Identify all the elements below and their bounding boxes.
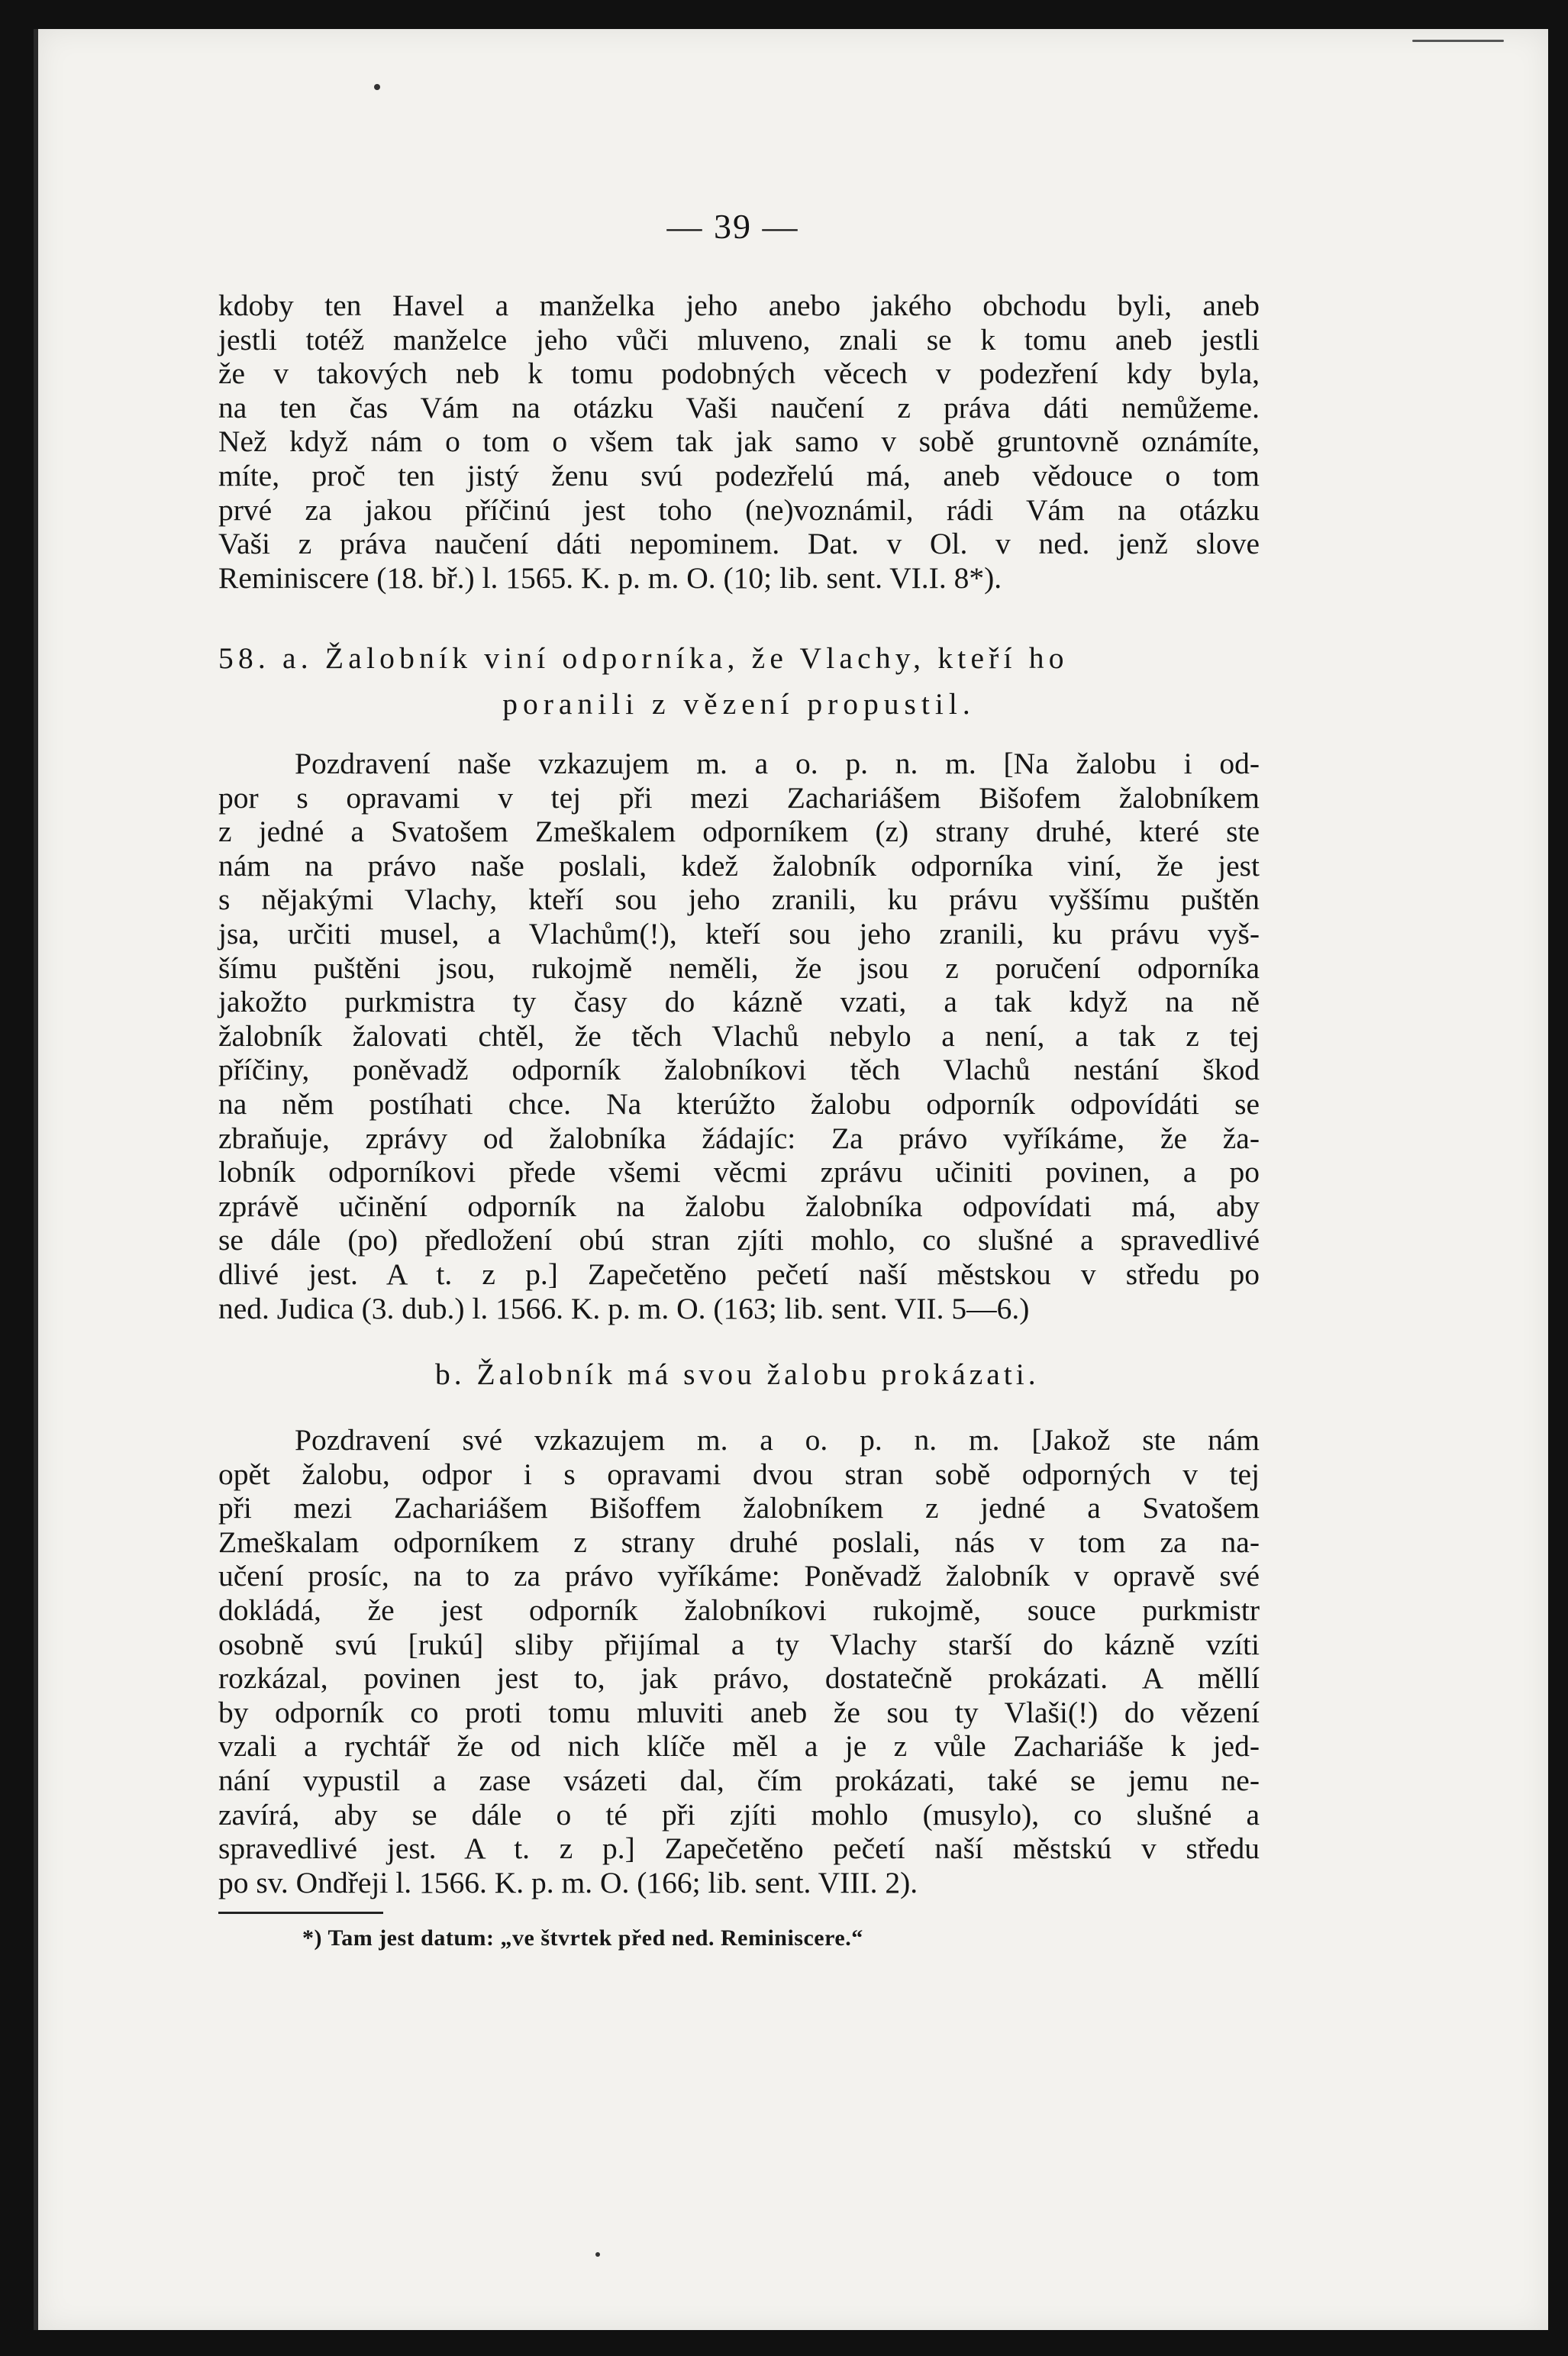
- dust-speck: [374, 84, 380, 90]
- text-line: šímu puštěni jsou, rukojmě neměli, že jsou z poručení odporníka: [218, 950, 1260, 985]
- text-line: por s opravami v tej při mezi Zachariášem Bišofem žalobníkem: [218, 780, 1260, 815]
- heading-line: b. Žalobník má svou žalobu prokázati.: [435, 1357, 1040, 1391]
- page-number: — 39 —: [666, 207, 799, 246]
- text-line: při mezi Zachariášem Bišoffem žalobníkem z jedné a Svatošem: [218, 1491, 1260, 1525]
- text-line: jakožto purkmistra ty časy do kázně vzati, a tak když na ně: [218, 985, 1260, 1019]
- text-line: nání vypustil a zase vsázeti dal, čím prokázati, také se jemu ne-: [218, 1763, 1260, 1797]
- text-line: nám na právo naše poslali, kdež žalobník odporníka viní, že jest: [218, 848, 1260, 883]
- text-line: dokládá, že jest odporník žalobníkovi rukojmě, souce purkmistr: [218, 1593, 1260, 1627]
- text-line: učení prosíc, na to za právo vyříkáme: Poněvadž žalobník v opravě své: [218, 1559, 1260, 1593]
- text-line: spravedlivé jest. A t. z p.] Zapečetěno pečetí naší městskú v středu: [218, 1832, 1260, 1866]
- heading-line: poranili z vězení propustil.: [502, 687, 976, 721]
- dust-speck: [595, 2252, 600, 2257]
- text-line: Vaši z práva naučení dáti nepominem. Dat. v Ol. v ned. jenž slove: [218, 527, 1260, 561]
- section-heading-58a: [218, 641, 1260, 724]
- text-line: Reminiscere (18. bř.) l. 1565. K. p. m. O. (10; lib. sent. VI.I. 8*).: [218, 560, 1002, 595]
- text-line: zavírá, aby se dále o té při zjíti mohlo (musylo), co slušné a: [218, 1797, 1260, 1832]
- text-line: vzali a rychtář že od nich klíče měl a je z vůle Zachariáše k jed-: [218, 1729, 1260, 1764]
- text-line: zbraňuje, zprávy od žalobníka žádajíc: Za právo vyříkáme, že ža-: [218, 1121, 1260, 1155]
- text-line: by odporník co proti tomu mluviti aneb že sou ty Vlaši(!) do vězení: [218, 1695, 1260, 1729]
- paragraph-continuation: [218, 289, 1260, 595]
- text-line: žalobník žalovati chtěl, že těch Vlachů nebylo a není, a tak z tej: [218, 1018, 1260, 1053]
- footnote: *) Tam jest datum: „ve štvrtek před ned. Reminiscere.“: [302, 1925, 863, 1951]
- text-line: jestli totéž manželce jeho vůči mluveno, znali se k tomu aneb jestli: [218, 322, 1260, 357]
- text-line: příčiny, poněvadž odporník žalobníkovi těch Vlachů nestání škod: [218, 1053, 1260, 1087]
- heading-line: 58. a. Žalobník viní odporníka, že Vlachy, kteří ho: [218, 641, 1069, 675]
- text-line: opět žalobu, odpor i s opravami dvou stran sobě odporných v tej: [218, 1457, 1260, 1491]
- text-line: prvé za jakou příčinú jest toho (ne)voznámil, rádi Vám na otázku: [218, 492, 1260, 527]
- text-line: na něm postíhati chce. Na kterúžto žalobu odporník odpovídáti se: [218, 1086, 1260, 1121]
- text-line: míte, proč ten jistý ženu svú podezřelú má, aneb vědouce o tom: [218, 458, 1260, 492]
- text-line: s nějakými Vlachy, kteří sou jeho zranili, ku právu vyššímu puštěn: [218, 883, 1260, 917]
- text-line: jsa, určiti musel, a Vlachům(!), kteří sou jeho zranili, ku právu vyš-: [218, 916, 1260, 950]
- text-line: Zmeškalam odporníkem z strany druhé poslali, nás v tom za na-: [218, 1525, 1260, 1559]
- paragraph-b: [218, 1423, 1260, 1899]
- text-line: se dále (po) předložení obú stran zjíti mohlo, co slušné a spravedlivé: [218, 1223, 1260, 1257]
- text-line: že v takových neb k tomu podobných věcech v podezření kdy byla,: [218, 357, 1260, 391]
- text-line: z jedné a Svatošem Zmeškalem odporníkem (z) strany druhé, které ste: [218, 815, 1260, 849]
- section-heading-b: [218, 1357, 1260, 1403]
- text-line: zprávě učinění odporník na žalobu žalobníka odpovídati má, aby: [218, 1189, 1260, 1223]
- text-line: dlivé jest. A t. z p.] Zapečetěno pečetí naší městskou v středu po: [218, 1257, 1260, 1291]
- text-line: osobně svú [rukú] sliby přijímal a ty Vlachy starší do kázně vzíti: [218, 1627, 1260, 1661]
- scan-mark: [1412, 40, 1504, 42]
- text-line: Pozdravení naše vzkazujem m. a o. p. n. m. [Na žalobu i od-: [295, 747, 1260, 780]
- text-line: ned. Judica (3. dub.) l. 1566. K. p. m. O. (163; lib. sent. VII. 5—6.): [218, 1291, 1030, 1325]
- text-line: rozkázal, povinen jest to, jak právo, dostatečně prokázati. A měllí: [218, 1661, 1260, 1696]
- paragraph-58a: [218, 747, 1260, 1325]
- text-line: Než když nám o tom o všem tak jak samo v sobě gruntovně oznámíte,: [218, 424, 1260, 459]
- text-line: po sv. Ondřeji l. 1566. K. p. m. O. (166; lib. sent. VIII. 2).: [218, 1865, 918, 1899]
- text-line: na ten čas Vám na otázku Vaši naučení z práva dáti nemůžeme.: [218, 390, 1260, 424]
- text-line: lobník odporníkovi přede všemi věcmi zprávu učiniti povinen, a po: [218, 1155, 1260, 1189]
- text-line: kdoby ten Havel a manželka jeho anebo jakého obchodu byli, aneb: [218, 289, 1260, 322]
- text-line: Pozdravení své vzkazujem m. a o. p. n. m. [Jakož ste nám: [295, 1423, 1260, 1457]
- footnote-divider: [218, 1912, 383, 1914]
